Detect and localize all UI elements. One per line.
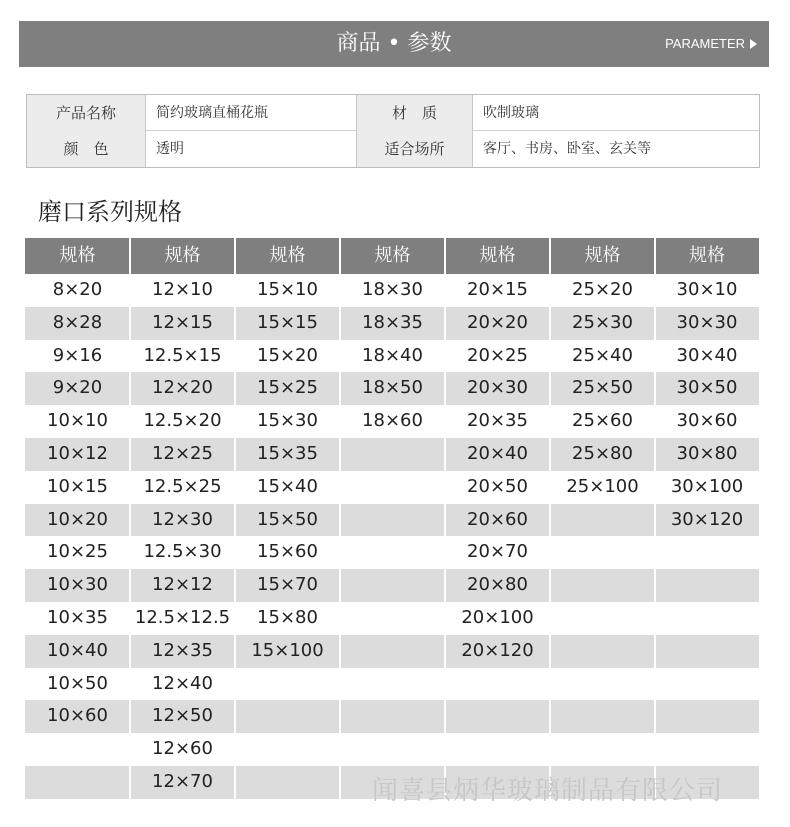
spec-cell — [550, 635, 655, 668]
spec-cell: 30×100 — [670, 475, 744, 497]
company-watermark: 闻喜县炳华玻璃制品有限公司 — [372, 776, 724, 806]
parameter-row — [27, 95, 759, 131]
spec-cell: 10×60 — [25, 700, 130, 733]
spec-cell: 12×10 — [152, 279, 213, 300]
spec-cell — [550, 700, 655, 733]
param-value: 吹制玻璃 — [472, 95, 759, 131]
spec-cell — [340, 536, 445, 569]
column-header: 规格 — [445, 238, 550, 274]
spec-cell — [340, 668, 445, 701]
column-divider — [234, 238, 236, 799]
column-header: 规格 — [655, 238, 759, 274]
spec-cell: 12×50 — [130, 700, 235, 733]
param-value: 客厅、书房、卧室、玄关等 — [472, 131, 759, 167]
spec-cell — [235, 668, 340, 701]
spec-cell: 12.5×12.5 — [134, 607, 231, 628]
spec-cell: 30×80 — [655, 438, 759, 471]
spec-cell — [235, 766, 340, 799]
spec-cell: 8×20 — [52, 279, 103, 300]
spec-cell — [550, 602, 655, 635]
spec-cell — [655, 569, 759, 602]
column-header: 规格 — [130, 238, 235, 274]
spec-cell: 12×15 — [130, 307, 235, 340]
spec-cell — [340, 733, 445, 766]
play-arrow-icon — [750, 39, 757, 49]
section-title: 磨口系列规格 — [38, 198, 182, 226]
param-value: 透明 — [145, 131, 356, 167]
spec-cell: 18×60 — [362, 410, 423, 432]
spec-cell — [340, 504, 445, 537]
spec-cell: 30×60 — [676, 410, 738, 432]
spec-cell: 12.5×15 — [143, 344, 222, 366]
spec-cell: 12×60 — [152, 738, 213, 760]
param-label: 颜 色 — [27, 131, 145, 167]
spec-cell: 15×60 — [257, 541, 318, 563]
spec-cell: 25×50 — [550, 372, 655, 405]
spec-cell: 20×50 — [467, 475, 528, 497]
spec-cell — [655, 536, 759, 569]
spec-grid — [25, 238, 759, 799]
spec-cell: 20×20 — [445, 307, 550, 340]
column-header: 规格 — [235, 238, 340, 274]
spec-cell: 10×40 — [25, 635, 130, 668]
column-divider — [549, 238, 551, 799]
spec-cell: 8×28 — [25, 307, 130, 340]
column-header: 规格 — [25, 238, 130, 274]
parameter-label — [665, 21, 757, 67]
spec-cell: 12×70 — [130, 766, 235, 799]
spec-cell: 25×60 — [572, 410, 633, 432]
spec-cell: 20×30 — [445, 372, 550, 405]
spec-cell: 25×30 — [550, 307, 655, 340]
spec-cell: 12.5×25 — [143, 475, 222, 497]
spec-cell: 20×80 — [445, 569, 550, 602]
spec-cell: 12×12 — [130, 569, 235, 602]
spec-cell: 15×40 — [257, 475, 318, 497]
spec-cell: 20×40 — [445, 438, 550, 471]
spec-cell — [25, 766, 130, 799]
spec-cell: 15×100 — [235, 635, 340, 668]
spec-cell: 10×35 — [47, 607, 108, 628]
spec-cell: 12×35 — [130, 635, 235, 668]
param-label: 产品名称 — [27, 95, 145, 131]
spec-cell: 25×40 — [572, 344, 633, 366]
spec-cell — [235, 733, 340, 766]
spec-cell: 9×20 — [25, 372, 130, 405]
spec-cell: 15×35 — [235, 438, 340, 471]
spec-cell: 10×25 — [47, 541, 108, 563]
spec-cell — [340, 700, 445, 733]
spec-cell: 12×20 — [130, 372, 235, 405]
spec-cell — [655, 602, 759, 635]
spec-cell: 15×30 — [257, 410, 318, 432]
spec-cell: 30×30 — [655, 307, 759, 340]
spec-cell: 20×70 — [467, 541, 528, 563]
spec-cell: 12×40 — [152, 672, 213, 694]
spec-cell: 10×10 — [47, 410, 108, 432]
spec-cell: 20×100 — [461, 607, 534, 628]
spec-cell: 12.5×30 — [143, 541, 222, 563]
spec-cell: 25×80 — [550, 438, 655, 471]
spec-cell — [235, 700, 340, 733]
spec-cell: 10×30 — [25, 569, 130, 602]
param-value: 简约玻璃直桶花瓶 — [145, 95, 356, 131]
spec-cell: 12×25 — [130, 438, 235, 471]
spec-cell — [550, 504, 655, 537]
spec-cell: 15×10 — [257, 279, 318, 300]
spec-cell: 18×35 — [340, 307, 445, 340]
spec-cell — [550, 668, 655, 701]
column-divider — [444, 238, 446, 799]
spec-cell: 20×35 — [467, 410, 528, 432]
spec-cell: 12.5×20 — [143, 410, 222, 432]
param-label: 适合场所 — [356, 131, 472, 167]
spec-cell: 15×25 — [235, 372, 340, 405]
spec-cell — [655, 700, 759, 733]
spec-cell — [655, 733, 759, 766]
spec-cell: 20×60 — [445, 504, 550, 537]
column-divider — [339, 238, 341, 799]
spec-cell: 25×100 — [566, 475, 639, 497]
parameter-text: PARAMETER — [665, 36, 745, 51]
spec-cell — [25, 733, 130, 766]
param-label: 材 质 — [356, 95, 472, 131]
spec-cell — [340, 471, 445, 504]
spec-cell: 10×15 — [47, 475, 108, 497]
spec-cell: 18×40 — [362, 344, 423, 366]
spec-cell: 10×20 — [25, 504, 130, 537]
spec-cell: 10×12 — [25, 438, 130, 471]
spec-cell: 20×25 — [467, 344, 528, 366]
column-header: 规格 — [550, 238, 655, 274]
spec-cell — [655, 668, 759, 701]
spec-cell: 15×50 — [235, 504, 340, 537]
parameter-row — [27, 131, 759, 167]
spec-cell: 30×50 — [655, 372, 759, 405]
spec-cell: 9×16 — [52, 344, 103, 366]
spec-cell — [340, 569, 445, 602]
spec-cell — [340, 602, 445, 635]
spec-cell: 10×50 — [47, 672, 108, 694]
spec-cell — [445, 733, 550, 766]
spec-cell: 15×80 — [257, 607, 318, 628]
spec-cell: 20×15 — [467, 279, 528, 300]
spec-cell: 30×10 — [676, 279, 738, 300]
spec-cell — [655, 635, 759, 668]
column-divider — [129, 238, 131, 799]
spec-cell — [445, 668, 550, 701]
spec-cell: 25×20 — [572, 279, 633, 300]
spec-cell — [340, 635, 445, 668]
spec-cell: 20×120 — [445, 635, 550, 668]
spec-cell: 18×30 — [362, 279, 423, 300]
column-header: 规格 — [340, 238, 445, 274]
spec-cell — [340, 438, 445, 471]
spec-cell: 15×20 — [257, 344, 318, 366]
spec-cell: 30×120 — [655, 504, 759, 537]
spec-cell: 15×70 — [235, 569, 340, 602]
page-title: 商品 • 参数 — [336, 31, 452, 56]
header-banner — [19, 21, 769, 67]
column-divider — [654, 238, 656, 799]
spec-cell: 18×50 — [340, 372, 445, 405]
spec-cell — [550, 733, 655, 766]
spec-cell — [445, 700, 550, 733]
spec-cell: 30×40 — [676, 344, 738, 366]
spec-cell: 15×15 — [235, 307, 340, 340]
spec-cell: 12×30 — [130, 504, 235, 537]
parameter-table — [26, 94, 760, 168]
spec-cell — [550, 569, 655, 602]
spec-cell — [550, 536, 655, 569]
